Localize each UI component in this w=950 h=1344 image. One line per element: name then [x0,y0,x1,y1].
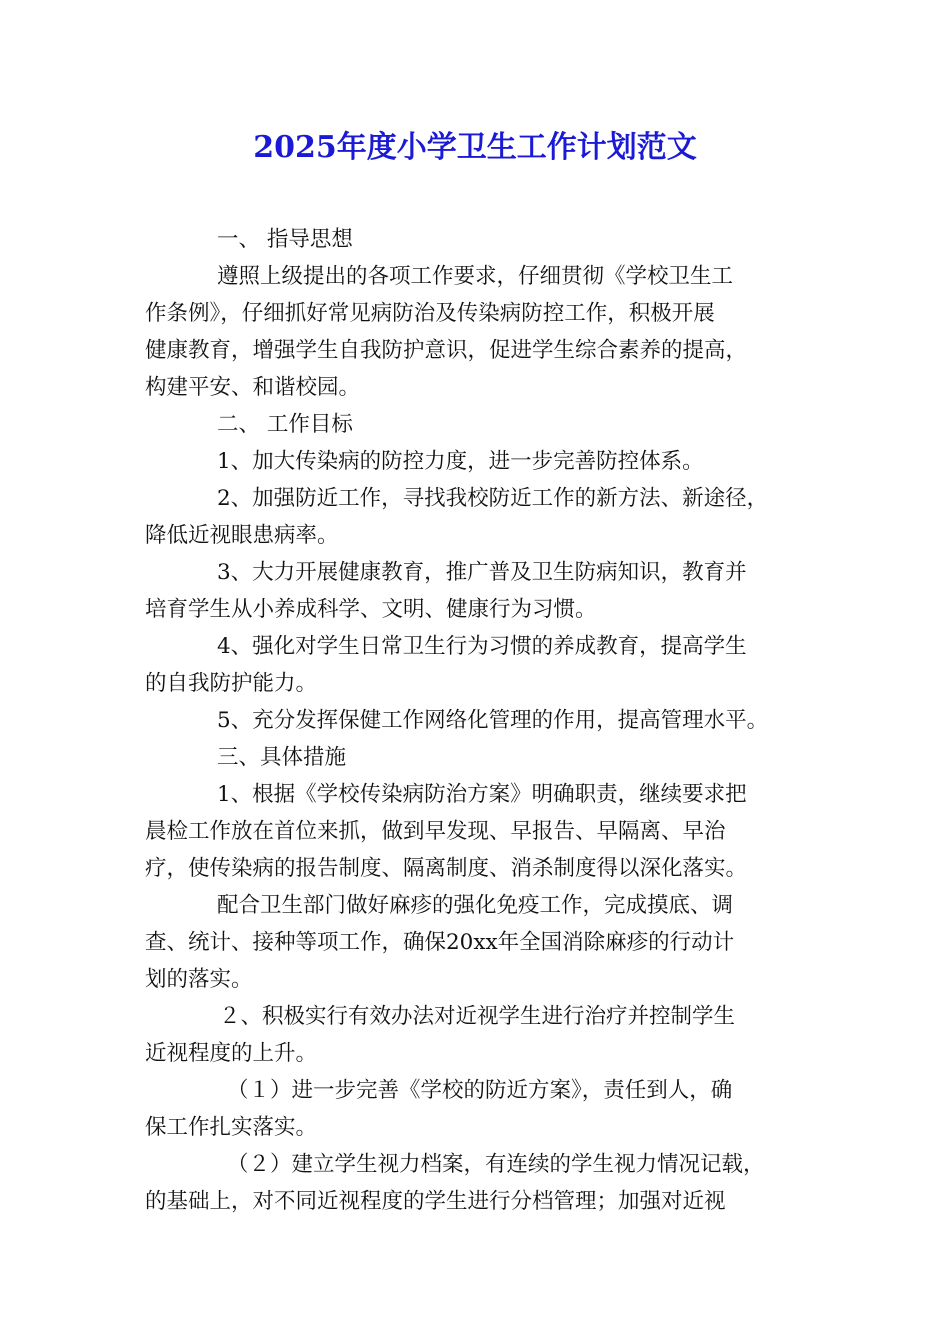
paragraph-line: 培育学生从小养成科学、文明、健康行为习惯。 [145,597,597,622]
paragraph-line: 近视程度的上升。 [145,1041,318,1066]
goal-item-2: 2、加强防近工作，寻找我校防近工作的新方法、新途径， [217,486,769,511]
paragraph-line: 降低近视眼患病率。 [145,523,339,548]
section-heading-guiding-ideology: 一、 指导思想 [217,227,353,252]
sub-item-2: （２）建立学生视力档案，有连续的学生视力情况记载， [227,1152,765,1177]
paragraph-line: 的自我防护能力。 [145,671,318,696]
paragraph-line: 划的落实。 [145,967,253,992]
paragraph-line: 遵照上级提出的各项工作要求，仔细贯彻《学校卫生工 [217,264,734,289]
measure-item-1: 1、根据《学校传染病防治方案》明确职责，继续要求把 [217,782,747,807]
sub-item-1: （１）进一步完善《学校的防近方案》，责任到人，确 [227,1078,733,1103]
paragraph-line: 保工作扎实落实。 [145,1115,318,1140]
paragraph-line: 疗，使传染病的报告制度、隔离制度、消杀制度得以深化落实。 [145,856,748,881]
paragraph-line: 晨检工作放在首位来抓，做到早发现、早报告、早隔离、早治 [145,819,726,844]
paragraph-line: 作条例》，仔细抓好常见病防治及传染病防控工作，积极开展 [145,301,715,326]
document-body [145,221,825,1220]
section-heading-work-goals: 二、 工作目标 [217,412,353,437]
paragraph-line: 查、统计、接种等项工作，确保20xx年全国消除麻疹的行动计 [145,930,735,955]
paragraph-line: 配合卫生部门做好麻疹的强化免疫工作，完成摸底、调 [217,893,734,918]
paragraph-line: 的基础上，对不同近视程度的学生进行分档管理；加强对近视 [145,1189,726,1214]
paragraph-line: 健康教育，增强学生自我防护意识，促进学生综合素养的提高， [145,338,748,363]
goal-item-3: 3、大力开展健康教育，推广普及卫生防病知识，教育并 [217,560,747,585]
section-heading-measures: 三、具体措施 [217,745,347,770]
goal-item-5: 5、充分发挥保健工作网络化管理的作用，提高管理水平。 [217,708,769,733]
goal-item-4: 4、强化对学生日常卫生行为习惯的养成教育，提高学生 [217,634,747,659]
document-title: 2025年度小学卫生工作计划范文 [253,130,697,165]
measure-item-2: ２、积极实行有效办法对近视学生进行治疗并控制学生 [219,1004,736,1029]
paragraph-line: 构建平安、和谐校园。 [145,375,361,400]
goal-item-1: 1、加大传染病的防控力度，进一步完善防控体系。 [217,449,704,474]
